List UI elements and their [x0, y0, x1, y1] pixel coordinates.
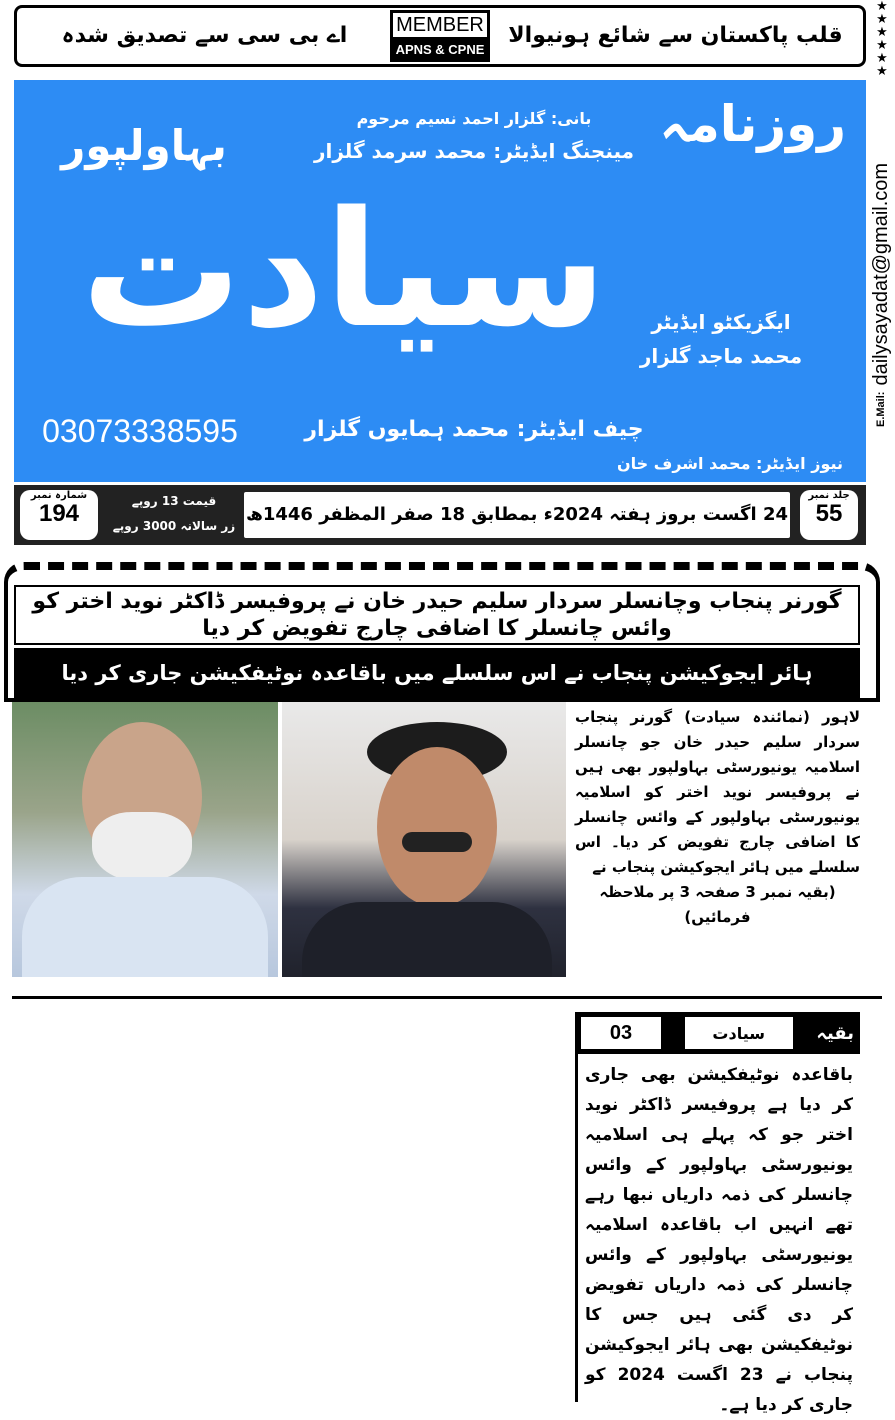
photo-vice-chancellor	[12, 702, 278, 977]
volume-number: 55	[815, 500, 843, 527]
chief-editor-text: چیف ایڈیٹر: محمد ہمایوں گلزار	[304, 417, 644, 442]
founder-text: بانی: گلزار احمد نسیم مرحوم	[356, 109, 592, 128]
member-line2: APNS & CPNE	[393, 39, 487, 60]
stars-decoration: ★★★★★★	[876, 0, 888, 79]
masthead	[14, 80, 866, 482]
city-label: بہاولپور	[61, 121, 227, 170]
banner-tagline-right: قلب پاکستان سے شائع ہونیوالا	[508, 23, 843, 48]
story-body: لاہور (نمائندہ سیادت) گورنر پنجاب سردار سلیم حیدر خان جو چانسلر اسلامیہ یونیورسٹی بہاولپور بھی ہیں نے پروفیسر نوید اختر کو اسلامیہ یونیورسٹی بہاولپور کے وائس چانسلر کا اضافی چارج تفویض کر دیا۔ اس سلسلے میں ہائر ایجوکیشن پنجاب نے	[575, 708, 860, 876]
top-banner	[14, 5, 866, 67]
price-text: قیمت 13 روپے	[131, 494, 217, 508]
managing-editor-text: مینجنگ ایڈیٹر: محمد سرمد گلزار	[313, 139, 635, 163]
issue-number: 194	[38, 500, 80, 527]
continued-label: بقیہ	[816, 1022, 854, 1044]
news-editor-text: نیوز ایڈیٹر: محمد اشرف خان	[616, 454, 844, 473]
photo-governor	[282, 702, 566, 977]
issue-label: شمارہ نمبر	[30, 490, 88, 501]
phone-number: 03073338595	[42, 413, 238, 449]
sub-headline: ہائر ایجوکیشن پنجاب نے اس سلسلے میں باقاعدہ نوٹیفکیشن جاری کر دیا	[14, 648, 860, 698]
column-rule	[575, 1012, 578, 1402]
banner-tagline-left: اے بی سی سے تصدیق شدہ	[61, 23, 348, 48]
issue-info-bar	[14, 485, 866, 545]
story-continuation-note: (بقیہ نمبر 3 صفحہ 3 پر ملاحظہ فرمائیں)	[599, 883, 836, 926]
annual-subscription: زر سالانہ 3000 روپے	[112, 519, 236, 533]
main-headline: گورنر پنجاب وچانسلر سردار سلیم حیدر خان نے پروفیسر ڈاکٹر نوید اختر کو وائس چانسلر کا اضافی چارج تفویض کر دیا	[14, 585, 860, 645]
newspaper-logo: سیادت	[81, 176, 607, 363]
executive-editor-name: محمد ماجد گلزار	[639, 344, 803, 368]
continued-header	[575, 1012, 860, 1054]
executive-editor-title: ایگزیکٹو ایڈیٹر	[651, 310, 791, 334]
email-vertical	[868, 110, 894, 480]
email-label: E.Mail:	[875, 391, 887, 428]
email-address: dailysayadat@gmail.com	[870, 162, 892, 386]
volume-label: جلد نمبر	[808, 490, 850, 501]
price-block	[110, 489, 238, 539]
continued-page-number: 03	[581, 1017, 661, 1049]
roznama-label: روزنامہ	[659, 95, 846, 153]
issue-box	[20, 490, 98, 540]
member-badge	[390, 10, 490, 62]
continued-paper-name: سیادت	[685, 1017, 793, 1049]
volume-box	[800, 490, 858, 540]
divider	[12, 996, 882, 999]
member-line1: MEMBER	[393, 13, 487, 39]
continued-text: باقاعدہ نوٹیفکیشن بھی جاری کر دیا ہے پروفیسر ڈاکٹر نوید اختر جو کہ پہلے ہی اسلامیہ یونیورسٹی بہاولپور کے وائس چانسلر کی ذمہ داریاں نبھا رہے تھے انہیں اب باقاعدہ اسلامیہ یونیورسٹی بہاولپور کے وائس چانسلر کی ذمہ داریاں تفویض کر دی گئی ہیں جس کا نوٹیفکیشن بھی ہائر ایجوکیشن پنجاب نے 23 اگست 2024 کو جاری کر دیا ہے۔	[585, 1065, 853, 1415]
story-text	[575, 705, 860, 930]
date-line: 24 اگست بروز ہفتہ 2024ء بمطابق 18 صفر المظفر 1446ھ	[244, 492, 790, 538]
